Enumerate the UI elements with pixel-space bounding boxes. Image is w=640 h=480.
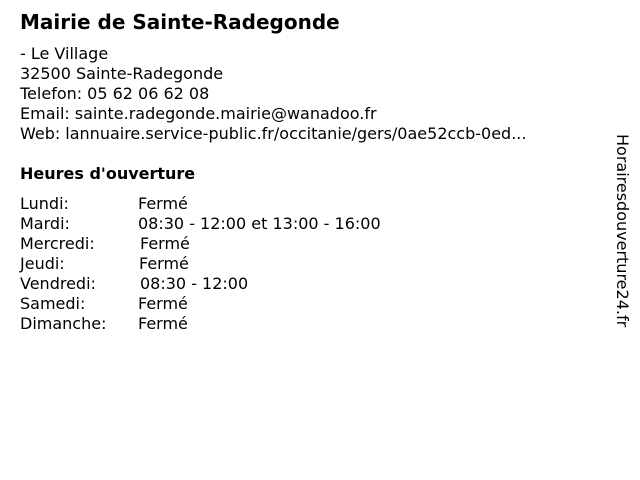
day-hours: 08:30 - 12:00 (140, 274, 249, 293)
day-hours: Fermé (138, 294, 188, 313)
day-label: Vendredi: (20, 274, 96, 293)
street-line: - Le Village (20, 44, 109, 63)
phone-label: Telefon: (20, 84, 83, 103)
email-label: Email: (20, 104, 70, 123)
phone-line (20, 84, 526, 104)
city-line: 32500 Sainte-Radegonde (20, 64, 224, 83)
day-label: Lundi: (20, 194, 69, 213)
day-label: Mardi: (20, 214, 70, 233)
day-hours: Fermé (140, 234, 190, 253)
business-name: Mairie de Sainte-Radegonde (20, 10, 340, 34)
day-label: Mercredi: (20, 234, 95, 253)
day-hours: Fermé (138, 314, 188, 333)
day-hours: Fermé (139, 254, 189, 273)
web-label: Web: (20, 124, 61, 143)
day-label: Jeudi: (20, 254, 65, 273)
day-label: Samedi: (20, 294, 86, 313)
opening-hours-heading: Heures d'ouverture (20, 164, 196, 183)
watermark-text: Horairesdouverture24.fr (613, 134, 632, 328)
address-block (20, 44, 526, 144)
email-line (20, 104, 526, 124)
day-label: Dimanche: (20, 314, 107, 333)
web-line (20, 124, 526, 144)
day-hours: Fermé (138, 194, 188, 213)
day-hours: 08:30 - 12:00 et 13:00 - 16:00 (138, 214, 381, 233)
phone-number[interactable]: 05 62 06 62 08 (87, 84, 210, 103)
website-link[interactable]: lannuaire.service-public.fr/occitanie/gers/0ae52ccb-0ed... (65, 124, 527, 143)
email-address[interactable]: sainte.radegonde.mairie@wanadoo.fr (74, 104, 377, 123)
site-watermark (612, 134, 632, 370)
